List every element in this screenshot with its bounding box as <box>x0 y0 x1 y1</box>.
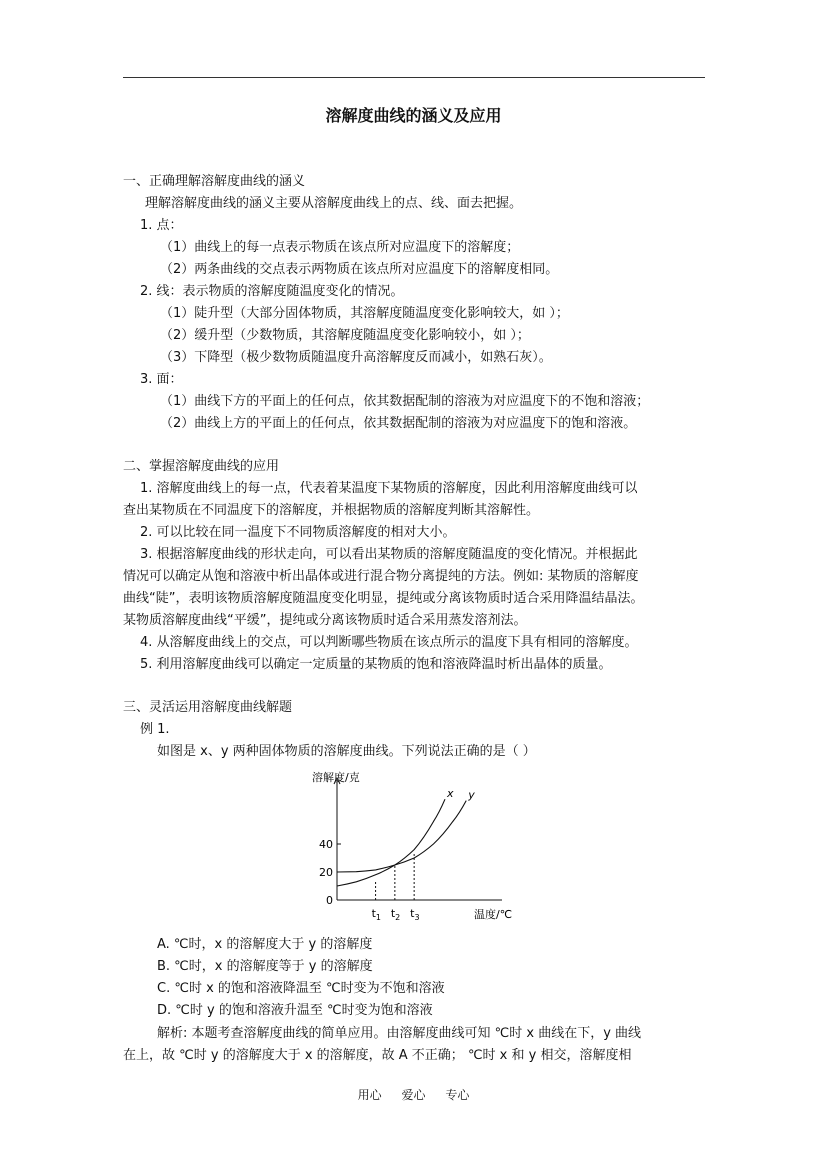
option-d: D. ℃时 y 的饱和溶液升温至 ℃时变为饱和溶液 <box>157 1003 433 1018</box>
section2-heading: 二、掌握溶解度曲线的应用 <box>123 459 280 474</box>
footer-word-3: 专心 <box>445 1088 470 1102</box>
point-item-2: （2）两条曲线的交点表示两物质在该点所对应温度下的溶解度相同。 <box>160 262 559 277</box>
section2-line-7: 某物质溶解度曲线“平缓”，提纯或分离该物质时适合采用蒸发溶剂法。 <box>123 613 527 628</box>
y-tick-label: 0 <box>326 894 333 907</box>
section2-line-1: 1. 溶解度曲线上的每一点，代表着某温度下某物质的溶解度，因此利用溶解度曲线可以 <box>140 481 638 496</box>
example-label: 例 1. <box>140 722 170 737</box>
section2-line-3: 2. 可以比较在同一温度下不同物质溶解度的相对大小。 <box>140 525 456 540</box>
section1-heading: 一、正确理解溶解度曲线的涵义 <box>123 174 306 189</box>
x-tick-label: $t_1$ <box>371 907 381 922</box>
option-a: A. ℃时，x 的溶解度大于 y 的溶解度 <box>157 937 373 952</box>
series-x-curve <box>337 799 445 886</box>
series-y-label: y <box>468 788 475 802</box>
section2-line-2: 查出某物质在不同温度下的溶解度，并根据物质的溶解度判断其溶解性。 <box>123 503 540 518</box>
series-x-label: x <box>447 787 454 801</box>
solubility-chart <box>310 767 530 927</box>
plane-heading: 3. 面： <box>140 372 183 387</box>
footer-word-1: 用心 <box>357 1088 382 1102</box>
section2-line-6: 曲线“陡”，表明该物质溶解度随温度变化明显，提纯或分离该物质时适合采用降温结晶法。 <box>123 591 644 606</box>
line-item-3: （3）下降型（极少数物质随温度升高溶解度反而减小，如熟石灰）。 <box>160 350 552 365</box>
y-tick-label: 40 <box>319 838 333 851</box>
line-heading: 2. 线：表示物质的溶解度随温度变化的情况。 <box>140 284 404 299</box>
y-axis-label: 溶解度/克 <box>312 771 360 784</box>
y-tick-label: 20 <box>319 866 333 879</box>
section2-line-5: 情况可以确定从饱和溶液中析出晶体或进行混合物分离提纯的方法。例如: 某物质的溶解度 <box>123 569 639 584</box>
x-axis-label: 温度/℃ <box>474 908 513 921</box>
analysis-line-1: 解析: 本题考查溶解度曲线的简单应用。由溶解度曲线可知 ℃时 x 曲线在下，y 曲线 <box>157 1026 642 1041</box>
page-title: 溶解度曲线的涵义及应用 <box>325 106 502 125</box>
point-item-1: （1）曲线上的每一点表示物质在该点所对应温度下的溶解度； <box>160 240 520 255</box>
option-b: B. ℃时，x 的溶解度等于 y 的溶解度 <box>157 959 373 974</box>
line-item-2: （2）缓升型（少数物质，其溶解度随温度变化影响较小，如 ）； <box>160 328 530 343</box>
series-y-curve <box>337 801 466 872</box>
x-tick-label: $t_3$ <box>410 907 420 922</box>
plane-item-2: （2）曲线上方的平面上的任何点，依其数据配制的溶液为对应温度下的饱和溶液。 <box>160 416 637 431</box>
line-item-1: （1）陡升型（大部分固体物质，其溶解度随温度变化影响较大，如 ）； <box>160 306 569 321</box>
option-c: C. ℃时 x 的饱和溶液降温至 ℃时变为不饱和溶液 <box>157 981 445 996</box>
section2-line-4: 3. 根据溶解度曲线的形状走向，可以看出某物质的溶解度随温度的变化情况。并根据此 <box>140 547 638 562</box>
header-rule <box>123 77 705 78</box>
footer <box>0 1086 827 1103</box>
section1-intro: 理解溶解度曲线的涵义主要从溶解度曲线上的点、线、面去把握。 <box>145 196 523 211</box>
point-heading: 1. 点： <box>140 218 183 233</box>
x-tick-label: $t_2$ <box>390 907 401 922</box>
section2-line-9: 5. 利用溶解度曲线可以确定一定质量的某物质的饱和溶液降温时析出晶体的质量。 <box>140 657 612 672</box>
plane-item-1: （1）曲线下方的平面上的任何点，依其数据配制的溶液为对应温度下的不饱和溶液； <box>160 394 650 409</box>
analysis-line-2: 在上，故 ℃时 y 的溶解度大于 x 的溶解度，故 A 不正确； ℃时 x 和 y 相交，溶解度相 <box>123 1048 632 1063</box>
section3-heading: 三、灵活运用溶解度曲线解题 <box>123 700 293 715</box>
section2-line-8: 4. 从溶解度曲线上的交点，可以判断哪些物质在该点所示的温度下具有相同的溶解度。 <box>140 635 638 650</box>
question-text: 如图是 x、y 两种固体物质的溶解度曲线。下列说法正确的是（ ） <box>157 744 536 759</box>
footer-word-2: 爱心 <box>401 1088 426 1102</box>
